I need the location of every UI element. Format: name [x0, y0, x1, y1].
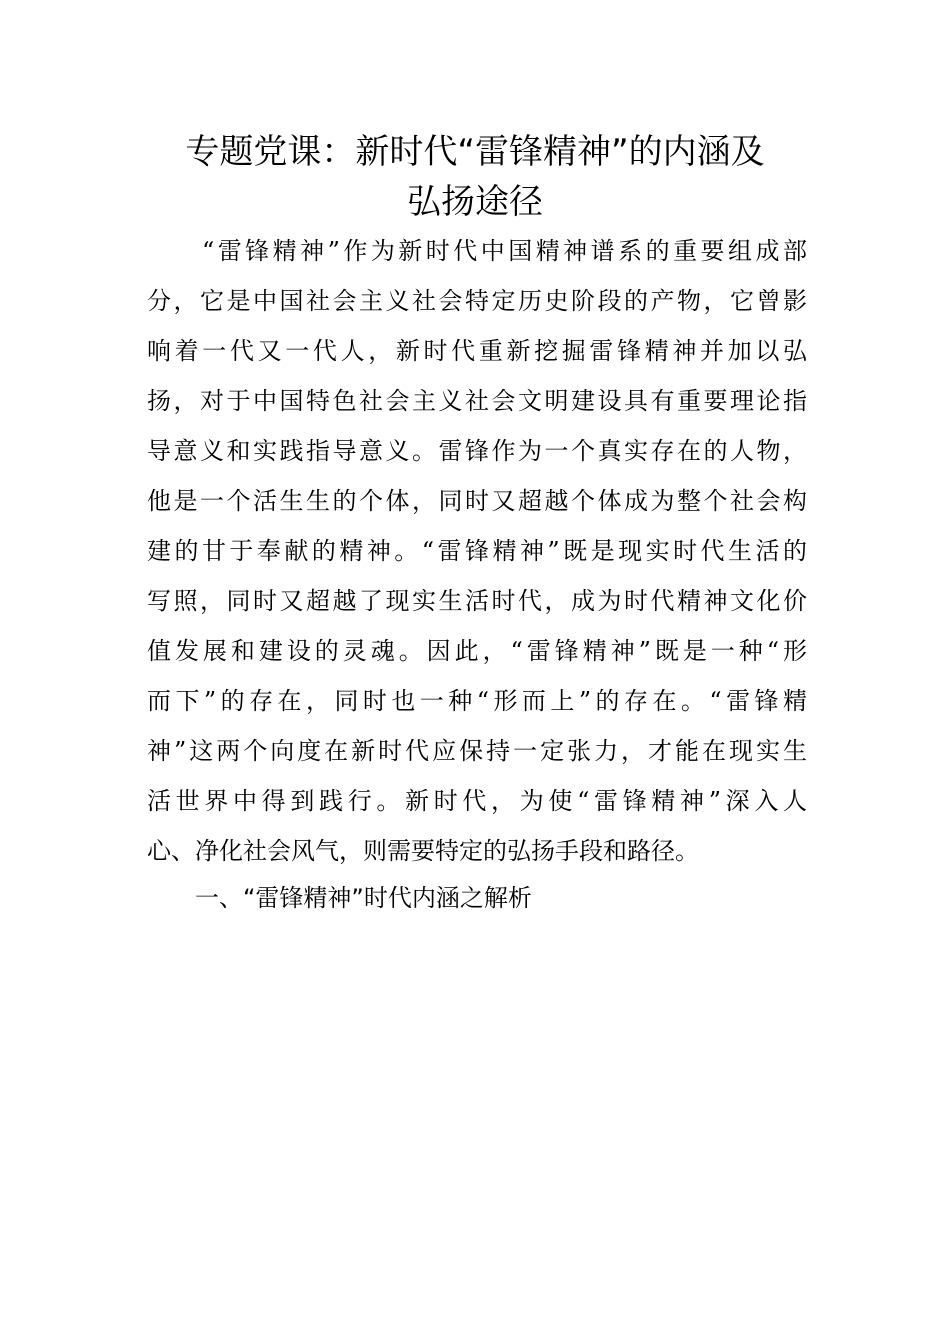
- paragraph-line: 值发展和建设的灵魂。因此，“雷锋精神”既是一种“形: [147, 637, 807, 665]
- document-title-line-2: 弘扬途径: [407, 182, 543, 222]
- paragraph-line: 他是一个活生生的个体，同时又超越个体成为整个社会构: [147, 487, 807, 515]
- paragraph-line: 响着一代又一代人，新时代重新挖掘雷锋精神并加以弘: [147, 337, 807, 365]
- paragraph-line: 而下”的存在，同时也一种“形而上”的存在。“雷锋精: [147, 687, 807, 715]
- paragraph-line: 神”这两个向度在新时代应保持一定张力，才能在现实生: [147, 737, 807, 765]
- paragraph-line: 分，它是中国社会主义社会特定历史阶段的产物，它曾影: [147, 287, 807, 315]
- intro-paragraph: [147, 226, 807, 876]
- paragraph-line: 心、净化社会风气，则需要特定的弘扬手段和路径。: [147, 837, 699, 865]
- paragraph-line: 写照，同时又超越了现实生活时代，成为时代精神文化价: [147, 587, 807, 615]
- paragraph-line: 活世界中得到践行。新时代，为使“雷锋精神”深入人: [147, 787, 807, 815]
- paragraph-line: 导意义和实践指导意义。雷锋作为一个真实存在的人物，: [147, 437, 807, 465]
- paragraph-line: “雷锋精神”作为新时代中国精神谱系的重要组成部: [147, 237, 807, 265]
- section-heading: 一、“雷锋精神”时代内涵之解析: [195, 884, 532, 912]
- paragraph-line: 建的甘于奉献的精神。“雷锋精神”既是现实时代生活的: [147, 537, 807, 565]
- document-title-line-1: 专题党课：新时代“雷锋精神”的内涵及: [185, 132, 765, 172]
- paragraph-line: 扬，对于中国特色社会主义社会文明建设具有重要理论指: [147, 387, 807, 415]
